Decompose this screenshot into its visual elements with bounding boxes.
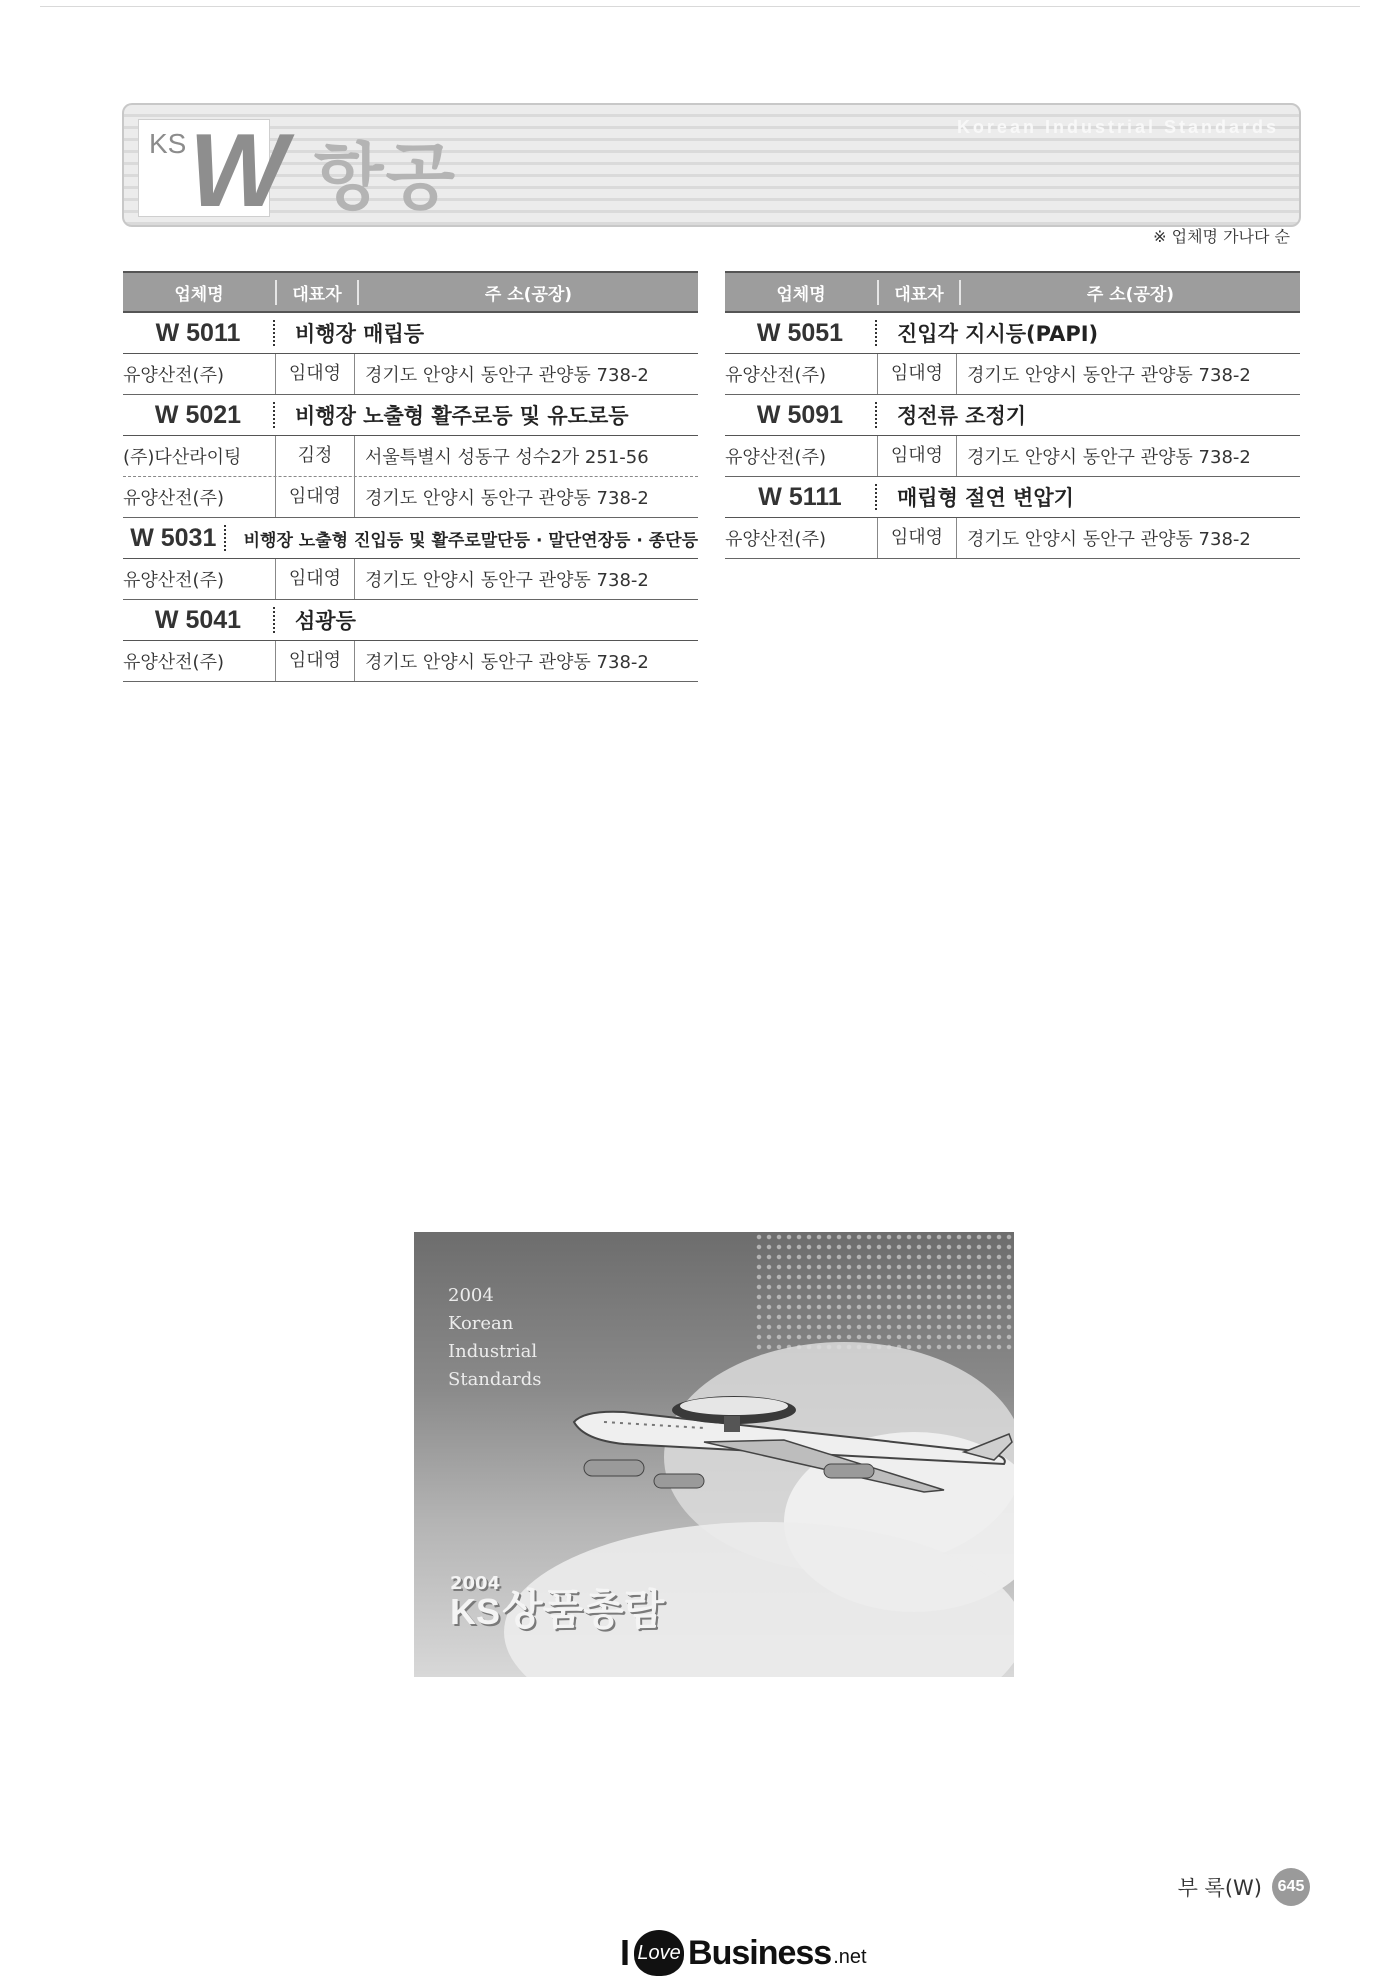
ks-catalog-brand	[450, 1573, 665, 1637]
ad-caption	[448, 1282, 542, 1394]
standard-name: 정전류 조정기	[897, 404, 1027, 428]
awacs-airplane-icon	[564, 1382, 1014, 1532]
logo-net: .net	[833, 1945, 867, 1968]
company-name: 유양산전(주)	[123, 570, 224, 591]
section-banner	[122, 103, 1301, 227]
company-name: 유양산전(주)	[123, 488, 224, 509]
top-border-line	[40, 6, 1360, 7]
representative: 임대영	[877, 436, 957, 476]
ad-caption-year: 2004	[448, 1285, 494, 1306]
logo-business: Business	[688, 1933, 832, 1972]
company-address: 경기도 안양시 동안구 관양동 738-2	[365, 652, 649, 673]
company-name: 유양산전(주)	[725, 447, 826, 468]
company-row	[123, 641, 698, 682]
standard-row	[123, 518, 698, 559]
header-representative: 대표자	[275, 280, 359, 305]
header-company: 업체명	[174, 284, 224, 305]
company-row	[725, 518, 1300, 559]
ilovebusiness-logo	[620, 1930, 867, 1976]
company-address: 경기도 안양시 동안구 관양동 738-2	[365, 570, 649, 591]
standard-code: W 5031	[123, 525, 226, 551]
standard-code: W 5021	[123, 402, 275, 428]
representative: 임대영	[275, 354, 355, 394]
dot-pattern	[754, 1232, 1014, 1352]
standard-code: W 5011	[123, 320, 275, 346]
header-address: 주 소(공장)	[484, 284, 573, 305]
standard-row	[123, 313, 698, 354]
appendix-label	[1178, 1868, 1310, 1906]
banner-subtitle: Korean Industrial Standards	[956, 117, 1279, 137]
standard-code: W 5051	[725, 320, 877, 346]
brand-name: 상품총람	[502, 1585, 665, 1634]
company-row	[123, 559, 698, 600]
banner-title: 항공	[314, 135, 458, 219]
standard-code: W 5111	[725, 484, 877, 510]
sort-note: ※ 업체명 가나다 순	[1153, 227, 1290, 246]
company-name: (주)다산라이팅	[123, 447, 242, 468]
table-header	[123, 271, 698, 313]
company-row	[123, 436, 698, 477]
company-name: 유양산전(주)	[725, 365, 826, 386]
representative: 임대영	[877, 354, 957, 394]
brand-year: 2004	[450, 1573, 501, 1594]
standard-name: 비행장 노출형 활주로등 및 유도로등	[295, 404, 629, 428]
company-row	[725, 436, 1300, 477]
company-address: 경기도 안양시 동안구 관양동 738-2	[967, 365, 1251, 386]
left-standards-table	[123, 271, 698, 682]
standard-row	[725, 313, 1300, 354]
company-address: 경기도 안양시 동안구 관양동 738-2	[365, 365, 649, 386]
representative: 임대영	[275, 477, 355, 517]
header-address: 주 소(공장)	[1086, 284, 1175, 305]
standard-row	[725, 395, 1300, 436]
company-name: 유양산전(주)	[123, 365, 224, 386]
header-representative: 대표자	[877, 280, 961, 305]
ad-caption-line: Korean	[448, 1313, 514, 1334]
table-header	[725, 271, 1300, 313]
brand-ks: KS	[450, 1591, 501, 1632]
company-name: 유양산전(주)	[725, 529, 826, 550]
standard-row	[123, 600, 698, 641]
header-company: 업체명	[776, 284, 826, 305]
right-standards-table	[725, 271, 1300, 559]
heart-icon: Love	[634, 1930, 684, 1976]
company-address: 경기도 안양시 동안구 관양동 738-2	[967, 447, 1251, 468]
ad-caption-line: Industrial	[448, 1341, 538, 1362]
appendix-text: 부 록(W)	[1177, 1876, 1262, 1900]
banner-ks-label: KS	[149, 128, 187, 159]
page-number: 645	[1272, 1868, 1310, 1906]
banner-letter: W	[189, 113, 284, 227]
standard-name: 비행장 노출형 진입등 및 활주로말단등 · 말단연장등 · 종단등	[243, 530, 698, 551]
standard-name: 매립형 절연 변압기	[897, 486, 1074, 510]
standard-name: 비행장 매립등	[295, 322, 425, 346]
company-name: 유양산전(주)	[123, 652, 224, 673]
company-address: 서울특별시 성동구 성수2가 251-56	[365, 447, 649, 468]
standard-row	[725, 477, 1300, 518]
standard-code: W 5041	[123, 607, 275, 633]
company-row	[725, 354, 1300, 395]
standard-row	[123, 395, 698, 436]
ks-catalog-ad-image	[414, 1232, 1014, 1677]
standard-name: 진입각 지시등(PAPI)	[897, 322, 1099, 346]
ks-w-logo	[138, 113, 284, 227]
standard-code: W 5091	[725, 402, 877, 428]
representative: 김정	[275, 436, 355, 476]
company-row	[123, 354, 698, 395]
company-row	[123, 477, 698, 518]
logo-i: I	[620, 1932, 631, 1973]
representative: 임대영	[877, 518, 957, 558]
representative: 임대영	[275, 641, 355, 681]
ad-caption-line: Standards	[448, 1369, 542, 1390]
standard-name: 섬광등	[295, 609, 356, 633]
company-address: 경기도 안양시 동안구 관양동 738-2	[967, 529, 1251, 550]
company-address: 경기도 안양시 동안구 관양동 738-2	[365, 488, 649, 509]
representative: 임대영	[275, 559, 355, 599]
